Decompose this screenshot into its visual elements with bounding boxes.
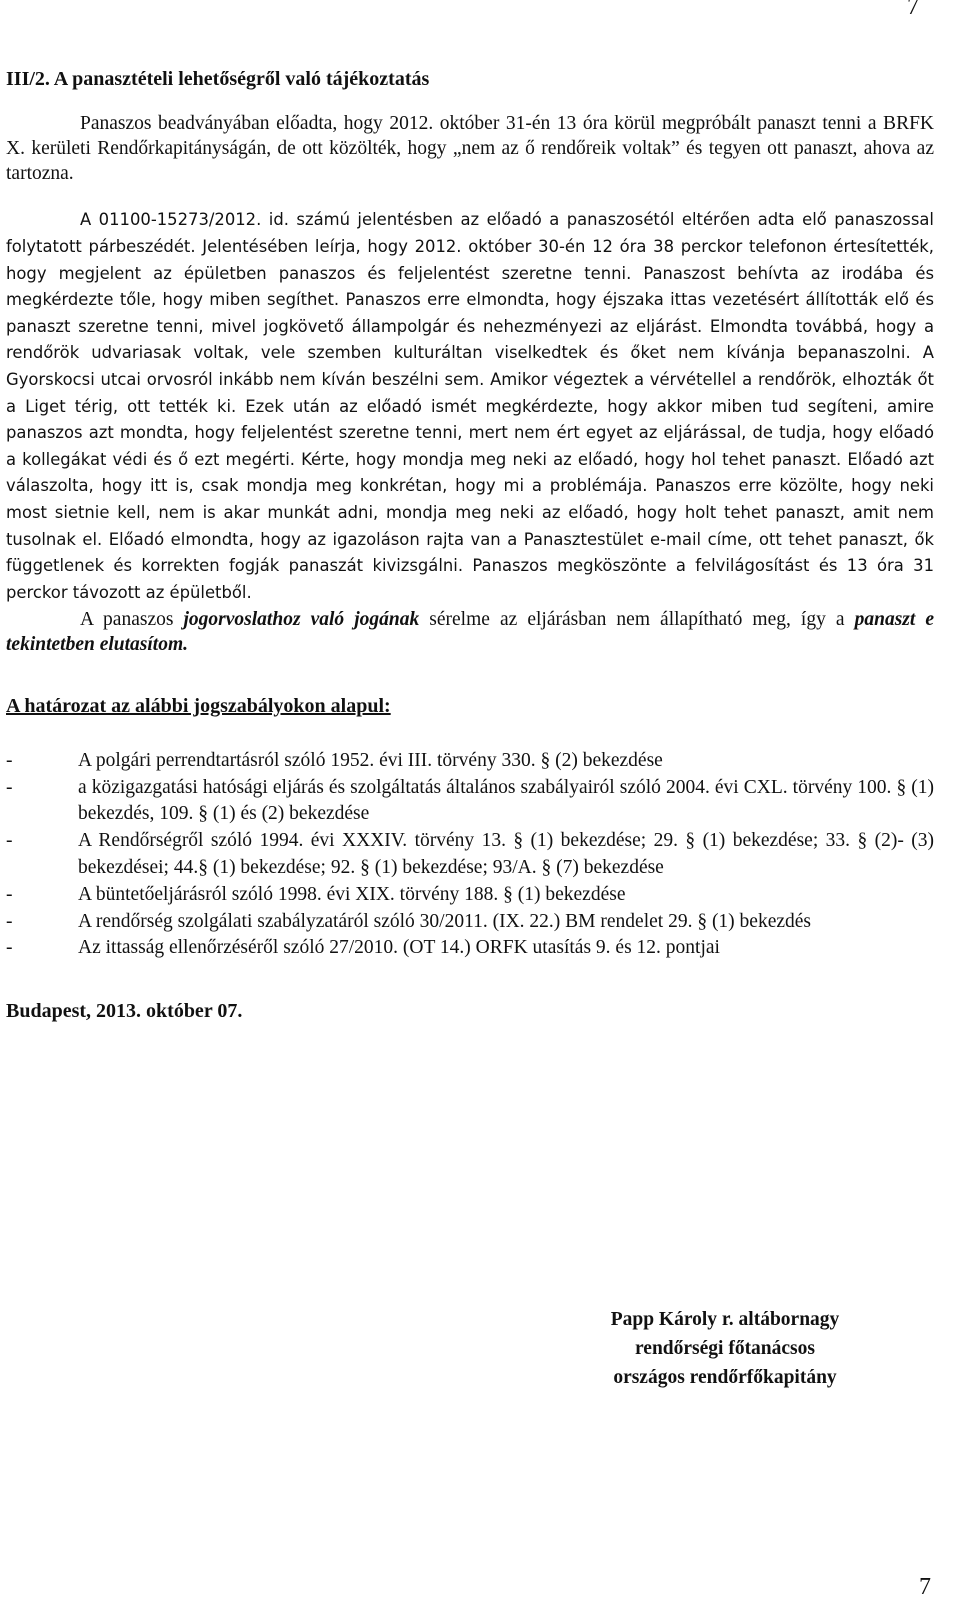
document-body [6, 66, 934, 1023]
section-title: III/2. A panasztételi lehetőségről való tájékoztatás [6, 68, 430, 90]
decision-emphasis-rejection: panaszt e tekintetben elutasítom. [6, 609, 934, 656]
list-item: - A polgári perrendtartásról szóló 1952. évi III. törvény 330. § (2) bekezdése [6, 748, 934, 775]
signatory-name: Papp Károly r. altábornagy [610, 1309, 840, 1330]
signature-block [560, 1305, 890, 1392]
decision-emphasis-right: jogorvoslathoz való jogának [183, 609, 420, 631]
list-item: - A rendőrség szolgálati szabályzatáról szóló 30/2011. (IX. 22.) BM rendelet 29. § (1) bekezdés [6, 909, 934, 936]
paragraph-report: A 01100-15273/2012. id. számú jelentésben az előadó a panaszosétól eltérően adta elő panaszossal folytatott párbeszédét. Jelentésében leírja, hogy 2012. október 30-én 12 óra 38 perckor telefonon értesítették, hogy megjelent az épületben panaszos és feljelentést szeretne tenni. Panaszost behívta az irodába és megkérdezte tőle, hogy miben segíthet. Panaszos erre elmondta, hogy éjszaka ittas vezetésért állították elő és panaszt szeretne tenni, mivel jogkövető állampolgár és nehezményezi az eljárást. Elmondta továbbá, hogy a rendőrök udvariasak voltak, vele szemben kulturáltan viselkedtek és őket nem kívánja bepanaszolni. A Gyorskocsi utcai orvosról inkább nem kíván beszélni sem. Amikor végeztek a vérvétellel a rendőrök, elhozták őt a Liget térig, ott tették ki. Ezek után az előadó ismét megkérdezte, hogy akkor miben tud segíteni, amire panaszos azt mondta, hogy feljelentést szeretne tenni, mert nem ért egyet az eljárással, de tudja, hogy előadó a kollegákat védi és ő ezt megérti. Kérte, hogy mondja meg neki az előadó, hogy hol tehet panaszt. Előadó azt válaszolta, hogy itt is, csak mondja meg konkrétan, hogy mi a problémája. Panaszos erre közölte, hogy neki most sietnie kell, nem is akar munkát adni, mondja meg neki az előadó, hogy holt tehet panaszt, amit nem tusolnak el. Előadó elmondta, hogy az igazoláson rajta van a Panasztestület e-mail címe, ott tehet panaszt, ők függetlenek és korrekten fogják panaszát kivizsgálni. Panaszos megköszönte a felvilágosítást és 13 óra 31 perckor távozott az épületből. [6, 210, 934, 602]
list-item: - Az ittasság ellenőrzéséről szóló 27/2010. (OT 14.) ORFK utasítás 9. és 12. pontjai [6, 935, 934, 962]
legal-basis-list [6, 748, 934, 962]
list-item: - a közigazgatási hatósági eljárás és szolgáltatás általános szabályairól szóló 2004. évi CXL. törvény 100. § (1) bekezdés, 109. § (1) és (2) bekezdése [6, 775, 934, 829]
legal-basis-heading: A határozat az alábbi jogszabályokon alapul: [6, 694, 391, 717]
decision-text-pre: A panaszos [80, 609, 184, 631]
signatory-title: országos rendőrfőkapitány [613, 1367, 837, 1388]
page-number-top: 7 [907, 0, 919, 20]
signatory-rank: rendőrségi főtanácsos [634, 1338, 815, 1359]
decision-text-mid: sérelme az eljárásban nem állapítható meg, így a [419, 609, 855, 631]
page-number-bottom: 7 [919, 1574, 931, 1600]
list-item: - A Rendőrségről szóló 1994. évi XXXIV. törvény 13. § (1) bekezdése; 29. § (1) bekezdése; 33. § (2)- (3) bekezdései; 44.§ (1) bekezdése; 92. § (1) bekezdése; 93/A. § (7) bekezdése [6, 828, 934, 882]
paragraph-decision [6, 608, 934, 658]
list-item: - A büntetőeljárásról szóló 1998. évi XIX. törvény 188. § (1) bekezdése [6, 882, 934, 909]
paragraph-complaint: Panaszos beadványában előadta, hogy 2012. október 31-én 13 óra körül megpróbált panaszt tenni a BRFK X. kerületi Rendőrkapitányságán, de ott közölték, hogy „nem az ő rendőreik voltak” és tegyen ott panaszt, ahova az tartozna. [6, 113, 934, 184]
dateline: Budapest, 2013. október 07. [6, 1000, 243, 1023]
